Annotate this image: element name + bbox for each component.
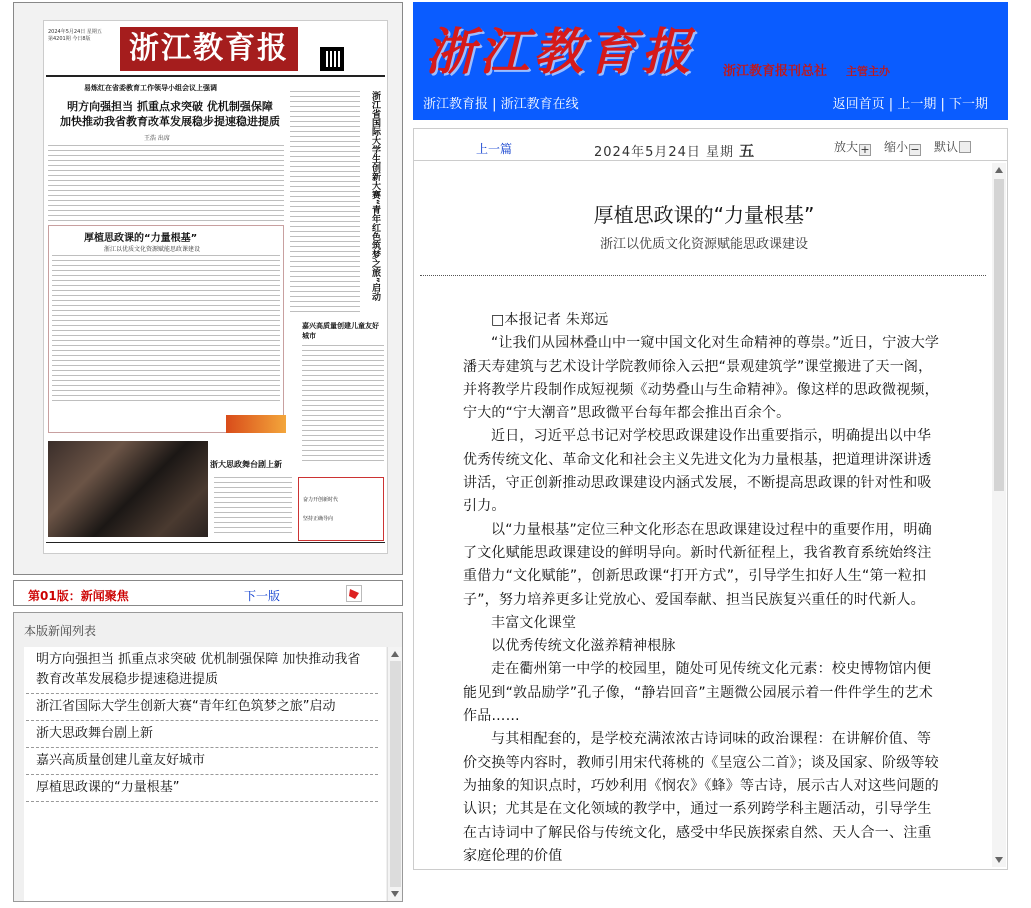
article-title: 厚植思政课的“力量根基” [593, 203, 815, 227]
article-paragraph: 走在衢州第一中学的校园里，随处可见传统文化元素：校史博物馆内便能见到“敦品励学”孔子像，“静岩回音”主题微公园展示着一件件学生的艺术作品…… [463, 661, 934, 725]
date-text: 2024年5月24日 星期 [594, 145, 735, 160]
np-toc-box [298, 477, 384, 541]
np-kicker: 易炼红在省委教育工作领导小组会议上强调 [84, 84, 217, 92]
np-toc-item: 奋力开创新时代 [303, 497, 339, 503]
article-subheading: 以优秀传统文化滋养精神根脉 [491, 638, 676, 655]
article-paragraph: 与其相配套的，是学校充满浓浓古诗词味的政治课程：在讲解价值、等价交换等内容时，教师引用宋代蒋桃的《呈寇公二首》；谈及国家、阶级等较为抽象的知识点时，巧妙利用《悯农》《蜂》等古诗，展示古人对这些问题的认识；尤其是在文化领域的教学中，通过一系列跨学科主题活动，引导学生在古诗词中了解民俗与传统文化，感受中华民族探索自然、天人合一、注重家庭伦理的价值 [463, 731, 939, 864]
next-issue-link[interactable]: 下一期 [948, 97, 988, 112]
np-feature-title: 厚植思政课的“力量根基” [84, 233, 198, 244]
pdf-icon[interactable] [346, 585, 362, 602]
zoom-default-label: 默认 [934, 140, 959, 154]
newspaper-page-viewer[interactable] [13, 2, 403, 575]
np-text-block [214, 477, 292, 537]
link-separator: | [940, 97, 949, 112]
article-paragraph: 近日，习近平总书记对学校思政课建设作出重要指示，明确提出以中华优秀传统文化、革命文化和社会主义先进文化为力量根基，把道理讲深讲透讲活，守正创新推动思政课建设内涵式发展，不断提高思政课的针对性和吸引力。 [463, 428, 932, 515]
np-masthead-logo: 浙江教育报 [120, 27, 298, 71]
news-list [24, 647, 386, 901]
news-list-item[interactable]: 明方向强担当 抓重点求突破 优机制强保障 加快推动我省教育改革发展稳步提速稳进提质 [26, 647, 378, 694]
np-stage-photo [48, 441, 208, 537]
np-vertical-headline[interactable]: 浙江省国际大学生创新大赛“青年红色筑梦之旅”启动 [370, 91, 380, 301]
newspaper-page-image[interactable] [43, 20, 388, 554]
site-header [413, 2, 1008, 120]
np-text-block [48, 145, 284, 221]
article-paragraph: □本报记者 朱郑远 [491, 312, 609, 328]
next-page-link[interactable]: 下一版 [244, 589, 281, 603]
link-separator: | [888, 97, 898, 112]
article-subtitle: 浙江以优质文化资源赋能思政课建设 [599, 237, 808, 252]
np-byline: 王浩 出席 [144, 135, 170, 142]
site-logo[interactable]: 浙江教育报 [425, 22, 695, 81]
scrollbar-thumb[interactable] [994, 179, 1004, 491]
np-text-block [290, 91, 360, 315]
news-list-panel [13, 612, 403, 902]
np-rule [46, 542, 385, 543]
news-list-item[interactable]: 浙江省国际大学生创新大赛“青年红色筑梦之旅”启动 [26, 694, 378, 721]
news-list-scrollbar[interactable] [387, 647, 402, 901]
qr-code-icon [320, 47, 344, 71]
np-text-block [302, 345, 384, 465]
zoom-out-label: 缩小 [884, 140, 909, 154]
np-banner-graphic [226, 415, 286, 433]
minus-icon[interactable]: − [910, 143, 920, 156]
article-panel [413, 160, 1008, 870]
zoom-default-button[interactable] [934, 138, 971, 155]
zoom-out-button[interactable] [884, 138, 921, 156]
zoom-in-button[interactable] [834, 138, 871, 156]
np-photo-caption[interactable]: 浙大思政舞台剧上新 [210, 460, 282, 469]
np-date-block [48, 29, 102, 43]
scroll-down-icon[interactable] [995, 857, 1003, 863]
np-side-headline[interactable]: 嘉兴高质量创建儿童友好城市 [302, 322, 379, 340]
news-list-title: 本版新闻列表 [24, 624, 97, 638]
publisher-name: 浙江教育报刊总社 [723, 64, 828, 79]
zoom-in-label: 放大 [834, 140, 859, 154]
np-lead-headline[interactable]: 明方向强担当 抓重点求突破 优机制强保障 加快推动我省教育改革发展稳步提速稳进提质 [60, 100, 280, 128]
scroll-down-icon[interactable] [391, 891, 399, 897]
issue-links [833, 93, 988, 112]
home-link[interactable]: 返回首页 [832, 97, 885, 112]
np-rule [46, 75, 385, 77]
scrollbar-thumb[interactable] [390, 661, 401, 887]
page-navigation [13, 580, 403, 606]
article-divider [420, 275, 986, 276]
article-body [463, 309, 945, 868]
link-online[interactable]: 浙江教育在线 [500, 97, 579, 112]
publisher-role: 主管主办 [846, 65, 890, 78]
np-date: 2024年5月24日 星期五 [48, 29, 102, 35]
scroll-up-icon[interactable] [391, 651, 399, 657]
weekday: 五 [739, 142, 756, 160]
link-zjjyb[interactable]: 浙江教育报 [423, 97, 489, 112]
plus-icon[interactable]: + [860, 143, 870, 156]
article-paragraph: “让我们从园林叠山中一窥中国文化对生命精神的尊崇。”近日，宁波大学潘天寿建筑与艺术设计学院教师徐入云把“景观建筑学”课堂搬进了天一阁，并将教学片段制作成短视频《动势叠山与生命精神》。像这样的思政微视频，宁大的“宁大潮音”思政微平台每年都会推出百余个。 [463, 335, 940, 422]
issue-date [594, 140, 755, 161]
np-issue: 第4201期 今日8版 [48, 36, 91, 42]
current-page-label: 第01版：新闻聚焦 [28, 589, 129, 603]
site-links [423, 93, 579, 112]
article-subheading: 丰富文化课堂 [491, 614, 577, 631]
news-list-item[interactable]: 浙大思政舞台剧上新 [26, 721, 378, 748]
article-paragraph: 以“力量根基”定位三种文化形态在思政课建设过程中的重要作用，明确了文化赋能思政课建设的鲜明导向。新时代新征程上，我省教育系统始终注重借力“文化赋能”，创新思政课“打开方式”，引导学生扣好人生“第一粒扣子”，努力培养更多让党放心、爱国奉献、担当民族复兴重任的时代新人。 [463, 521, 932, 608]
prev-article-link[interactable]: 上一篇 [476, 142, 513, 156]
scroll-up-icon[interactable] [995, 167, 1003, 173]
article-scrollbar[interactable] [992, 163, 1006, 867]
prev-issue-link[interactable]: 上一期 [897, 97, 937, 112]
checkbox-icon[interactable] [959, 141, 971, 153]
link-separator: | [492, 97, 501, 112]
news-list-item[interactable]: 厚植思政课的“力量根基” [26, 775, 378, 802]
article-toolbar [413, 128, 1008, 160]
np-toc-item: 坚持正确导向 [303, 516, 334, 522]
np-feature-subtitle: 浙江以优质文化资源赋能思政课建设 [104, 246, 201, 253]
np-text-block [52, 255, 280, 405]
news-list-item[interactable]: 嘉兴高质量创建儿童友好城市 [26, 748, 378, 775]
